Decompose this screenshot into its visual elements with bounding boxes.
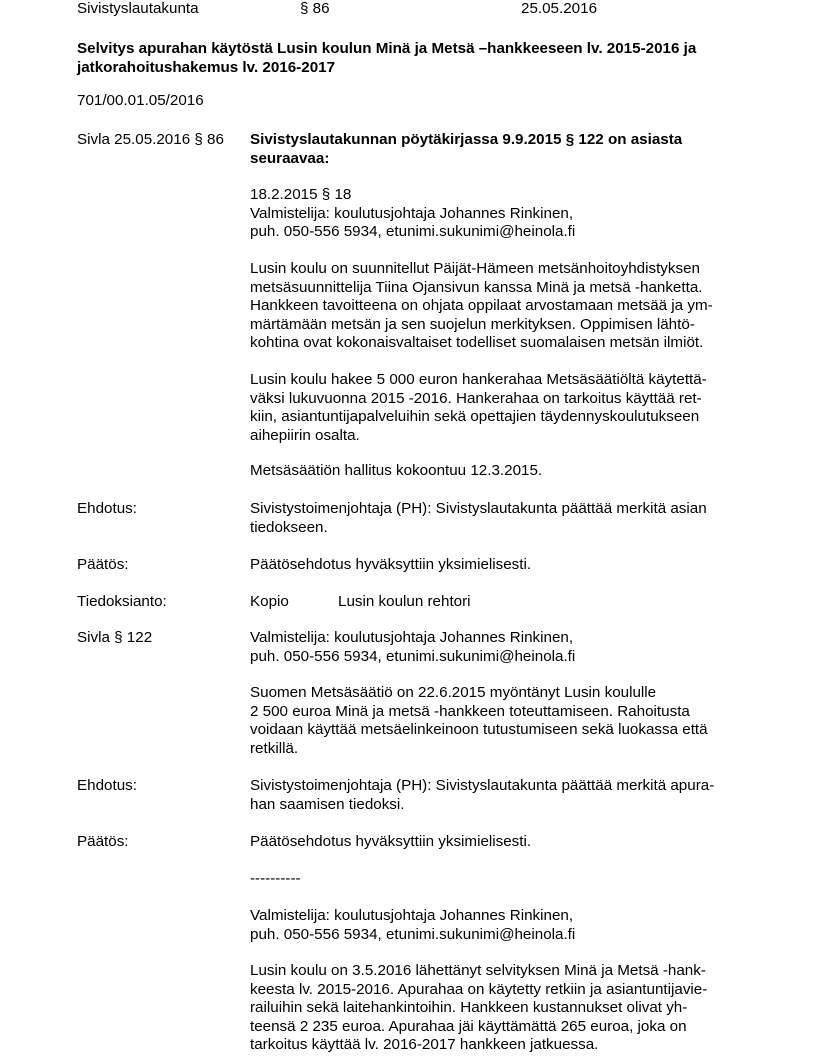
paragraph-line: Suomen Metsäsäätiö on 22.6.2015 myöntänyt Lusin koululle	[250, 684, 657, 701]
header-date: 25.05.2016	[521, 0, 598, 17]
title-line: Selvitys apurahan käytöstä Lusin koulun Minä ja Metsä –hankkeeseen lv. 2015-2016 ja	[77, 40, 697, 57]
decision-text	[250, 833, 760, 852]
meeting-reference-block	[250, 186, 760, 242]
preparer-contact: puh. 050-556 5934, etunimi.sukunimi@heinola.fi	[250, 925, 576, 943]
paragraph-line: Lusin koulu on 3.5.2016 lähettänyt selvityksen Minä ja Metsä -hank-	[250, 962, 706, 979]
paragraph-line: märtämään metsän ja sen suojelun merkityksen. Oppimisen lähtö-	[250, 315, 695, 333]
paragraph-line: 2 500 euroa Minä ja metsä -hankkeen toteuttamiseen. Rahoitusta	[250, 702, 690, 720]
preparer-contact: puh. 050-556 5934, etunimi.sukunimi@heinola.fi	[250, 647, 576, 665]
paragraph-line: väksi lukuvuonna 2015 -2016. Hankerahaa on tarkoitus käyttää ret-	[250, 389, 702, 407]
header-section-number: § 86	[300, 0, 330, 17]
paragraph-project-description	[250, 260, 760, 353]
paragraph-funding-application	[250, 371, 760, 445]
meeting-reference: 18.2.2015 § 18	[250, 186, 352, 203]
header-organization: Sivistyslautakunta	[77, 0, 199, 17]
preparer-contact: puh. 050-556 5934, etunimi.sukunimi@heinola.fi	[250, 223, 576, 240]
decision-label: Päätös:	[77, 833, 129, 850]
paragraph-line: aihepiirin osalta.	[250, 426, 360, 444]
decision-line: Päätösehdotus hyväksyttiin yksimielisesti.	[250, 556, 532, 573]
notification-kind: Kopio	[250, 593, 289, 610]
proposal-label: Ehdotus:	[77, 500, 137, 517]
paragraph-usage-report	[250, 962, 760, 1055]
page-title	[77, 40, 767, 77]
proposal-text	[250, 500, 760, 537]
separator	[250, 870, 760, 889]
document-number: 701/00.01.05/2016	[77, 92, 204, 109]
paragraph-line: kiin, asiantuntijapalveluihin sekä opettajien täydennyskoulutukseen	[250, 408, 700, 425]
paragraph-board-meeting	[250, 462, 760, 481]
title-line: jatkorahoitushakemus lv. 2016-2017	[77, 58, 336, 76]
paragraph-line: keesta lv. 2015-2016. Apurahaa on käytetty retkiin ja asiantuntijavie-	[250, 980, 708, 998]
proposal-line: tiedokseen.	[250, 518, 328, 536]
paragraph-line: Lusin koulu on suunnitellut Päijät-Hämeen metsänhoitoyhdistyksen	[250, 260, 700, 277]
proposal-line: Sivistystoimenjohtaja (PH): Sivistyslautakunta päättää merkitä apura-	[250, 777, 715, 794]
preparer-block	[250, 629, 760, 666]
paragraph-line: Hankkeen tavoitteena on ohjata oppilaat arvostamaan metsää ja ym-	[250, 297, 713, 314]
decision-line: Päätösehdotus hyväksyttiin yksimielisesti.	[250, 833, 532, 850]
paragraph-grant-awarded	[250, 684, 760, 758]
paragraph-line: kohtina ovat kokonaisvaltaiset todelliset suomalaisen metsän ilmiöt.	[250, 334, 704, 351]
notification-label: Tiedoksianto:	[77, 593, 167, 610]
paragraph-line: Lusin koulu hakee 5 000 euron hankerahaa Metsäsäätiöltä käytettä-	[250, 371, 707, 388]
preparer-line: Valmistelija: koulutusjohtaja Johannes Rinkinen,	[250, 907, 574, 924]
separator-dashes: ----------	[250, 870, 301, 887]
section-label-sivla-86: Sivla 25.05.2016 § 86	[77, 131, 224, 148]
paragraph-line: Metsäsäätiön hallitus kokoontuu 12.3.2015.	[250, 462, 543, 479]
section-label-sivla-122: Sivla § 122	[77, 629, 153, 646]
notification-recipient: Lusin koulun rehtori	[338, 593, 471, 610]
heading-line: Sivistyslautakunnan pöytäkirjassa 9.9.2015 § 122 on asiasta	[250, 131, 683, 148]
paragraph-line: voidaan käyttää metsäelinkeinoon tutustumiseen sekä luokassa että	[250, 721, 708, 738]
paragraph-line: tarkoitus käyttää lv. 2016-2017 hankkeen jatkuessa.	[250, 1036, 599, 1053]
paragraph-line: teensä 2 235 euroa. Apurahaa jäi käyttämättä 265 euroa, joka on	[250, 1017, 687, 1035]
proposal-line: Sivistystoimenjohtaja (PH): Sivistyslautakunta päättää merkitä asian	[250, 500, 707, 517]
preparer-line: Valmistelija: koulutusjohtaja Johannes Rinkinen,	[250, 204, 574, 222]
proposal-line: han saamisen tiedoksi.	[250, 795, 405, 813]
decision-text	[250, 556, 760, 575]
preparer-line: Valmistelija: koulutusjohtaja Johannes Rinkinen,	[250, 629, 574, 646]
heading-line: seuraavaa:	[250, 149, 330, 167]
section-heading	[250, 131, 760, 168]
decision-label: Päätös:	[77, 556, 129, 573]
paragraph-line: retkillä.	[250, 739, 299, 757]
preparer-block	[250, 907, 760, 944]
notification-text	[250, 593, 760, 612]
proposal-label: Ehdotus:	[77, 777, 137, 794]
paragraph-line: metsäsuunnittelija Tiina Ojansivun kanssa Minä ja metsä -hanketta.	[250, 278, 703, 296]
paragraph-line: railuihin sekä laitehankintoihin. Hankkeen kustannukset olivat yh-	[250, 999, 688, 1016]
proposal-text	[250, 777, 760, 814]
